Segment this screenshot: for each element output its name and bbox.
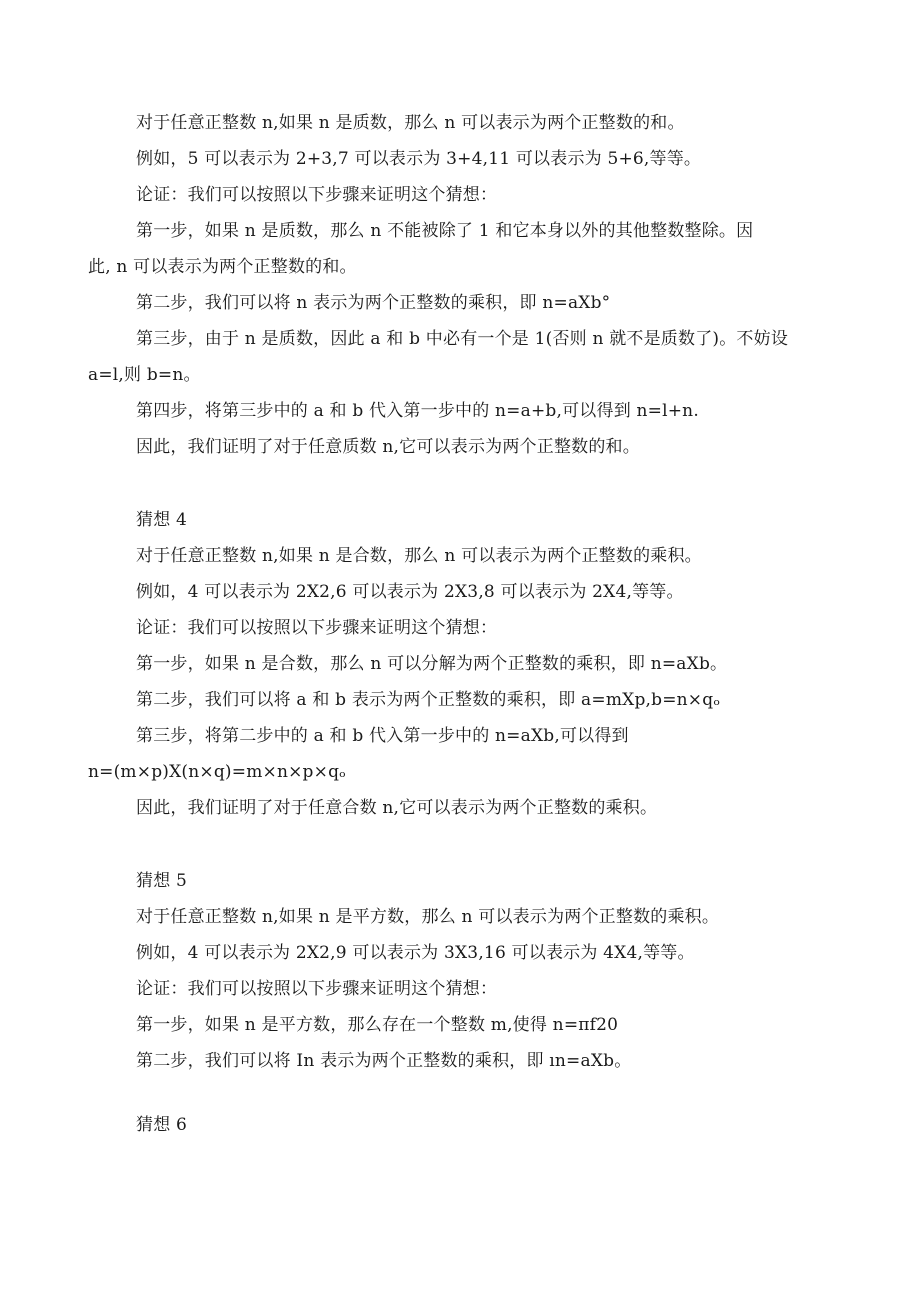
paragraph-line: 第三步，将第二步中的 a 和 b 代入第一步中的 n=aXb,可以得到: [136, 726, 629, 746]
paragraph-line: 因此，我们证明了对于任意合数 n,它可以表示为两个正整数的乘积。: [136, 798, 658, 818]
paragraph-line: 论证：我们可以按照以下步骤来证明这个猜想：: [136, 979, 498, 999]
paragraph-line: 第一步，如果 n 是质数，那么 n 不能被除了 1 和它本身以外的其他整数整除。因: [136, 221, 754, 241]
paragraph-line: 例如，4 可以表示为 2X2,6 可以表示为 2X3,8 可以表示为 2X4,等等。: [136, 582, 684, 602]
paragraph-line: n=(m×p)X(n×q)=m×n×p×qₒ: [88, 762, 346, 782]
paragraph-line: 此, n 可以表示为两个正整数的和。: [88, 257, 357, 277]
paragraph-line: 第一步，如果 n 是合数，那么 n 可以分解为两个正整数的乘积，即 n=aXb。: [136, 654, 728, 674]
paragraph-line: 例如，5 可以表示为 2+3,7 可以表示为 3+4,11 可以表示为 5+6,等等。: [136, 149, 702, 169]
paragraph-line: 论证：我们可以按照以下步骤来证明这个猜想：: [136, 618, 498, 638]
paragraph-line: 第二步，我们可以将 In 表示为两个正整数的乘积，即 ın=aXb。: [136, 1051, 632, 1071]
paragraph-line: 对于任意正整数 n,如果 n 是合数，那么 n 可以表示为两个正整数的乘积。: [136, 546, 702, 566]
paragraph-line: 对于任意正整数 n,如果 n 是平方数，那么 n 可以表示为两个正整数的乘积。: [136, 907, 720, 927]
paragraph-line: 对于任意正整数 n,如果 n 是质数，那么 n 可以表示为两个正整数的和。: [136, 113, 685, 133]
paragraph-line: 第二步，我们可以将 a 和 b 表示为两个正整数的乘积，即 a=mXp,b=n×qₒ: [136, 690, 721, 710]
paragraph-line: 第三步，由于 n 是质数，因此 a 和 b 中必有一个是 1(否则 n 就不是质数了)。不妨设: [136, 329, 789, 349]
paragraph-line: 论证：我们可以按照以下步骤来证明这个猜想：: [136, 185, 498, 205]
paragraph-line: a=l,则 b=n。: [88, 365, 201, 385]
paragraph-line: 第一步，如果 n 是平方数，那么存在一个整数 m,使得 n=πf20: [136, 1015, 619, 1035]
paragraph-line: 第二步，我们可以将 n 表示为两个正整数的乘积，即 n=aXb°: [136, 293, 611, 313]
section-heading: 猜想 6: [136, 1115, 188, 1135]
section-heading: 猜想 5: [136, 871, 188, 891]
paragraph-line: 因此，我们证明了对于任意质数 n,它可以表示为两个正整数的和。: [136, 437, 640, 457]
paragraph-line: 第四步，将第三步中的 a 和 b 代入第一步中的 n=a+b,可以得到 n=l+n.: [136, 401, 699, 421]
section-heading: 猜想 4: [136, 510, 188, 530]
paragraph-line: 例如，4 可以表示为 2X2,9 可以表示为 3X3,16 可以表示为 4X4,等等。: [136, 943, 695, 963]
